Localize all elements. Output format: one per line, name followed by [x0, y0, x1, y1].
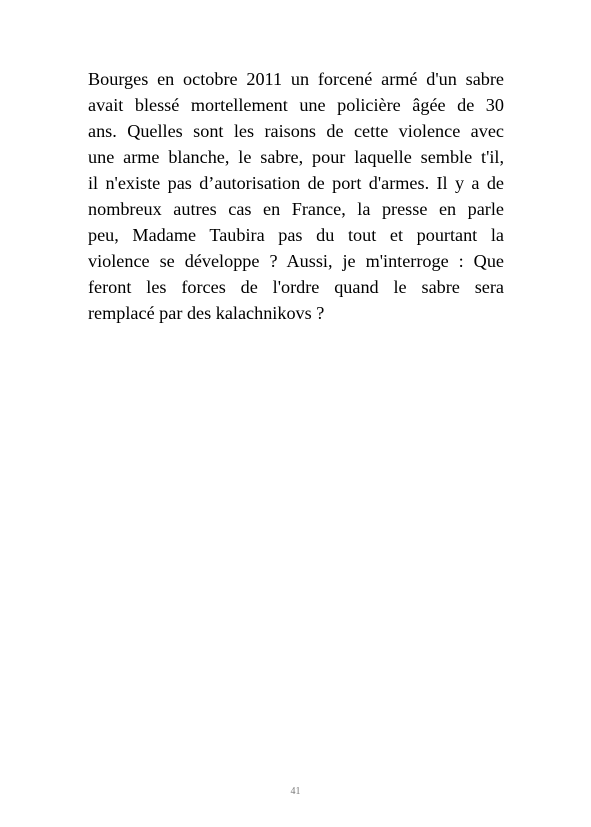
paragraph-line-4: une arme blanche, le sabre, pour laquelle semble t'il,	[88, 147, 504, 167]
page-number: 41	[290, 786, 301, 797]
paragraph-line-10: remplacé par des kalachnikovs ?	[88, 303, 325, 323]
paragraph-line-6: nombreux autres cas en France, la presse en parle	[88, 199, 504, 219]
paragraph-line-3: ans. Quelles sont les raisons de cette violence avec	[88, 121, 504, 141]
paragraph-line-9: feront les forces de l'ordre quand le sabre sera	[88, 277, 504, 297]
body-paragraph	[88, 66, 504, 326]
paragraph-line-8: violence se développe ? Aussi, je m'interroge : Que	[88, 251, 504, 271]
paragraph-line-2: avait blessé mortellement une policière âgée de 30	[88, 95, 504, 115]
paragraph-line-1: Bourges en octobre 2011 un forcené armé d'un sabre	[88, 69, 504, 89]
paragraph-line-7: peu, Madame Taubira pas du tout et pourtant la	[88, 225, 504, 245]
paragraph-line-5: il n'existe pas d’autorisation de port d'armes. Il y a de	[88, 173, 504, 193]
